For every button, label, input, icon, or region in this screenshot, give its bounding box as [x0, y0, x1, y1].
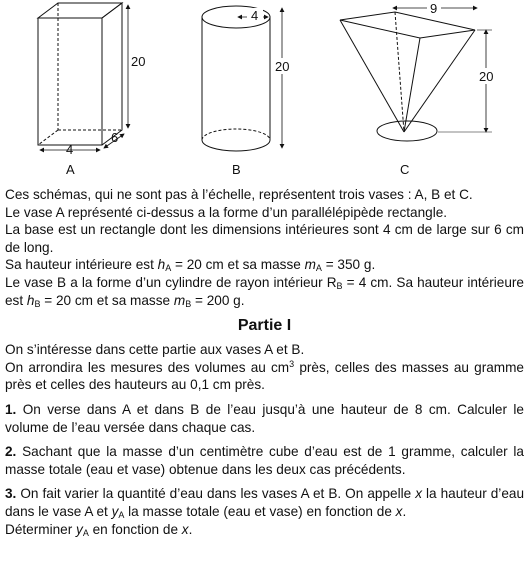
- question-number: 1.: [5, 401, 17, 417]
- vase-a-top-face: [38, 3, 122, 18]
- vase-figures: [0, 0, 527, 185]
- math-var: m: [304, 257, 316, 273]
- partie-text: près, celles des masses au gramme près et celles des hauteurs au 0,1 cm près.: [5, 359, 524, 393]
- vase-b-bottom-front: [202, 140, 270, 151]
- intro-text: = 350 g.: [321, 257, 376, 273]
- vase-a-height-label: 20: [131, 54, 146, 69]
- math-var: y: [76, 521, 83, 537]
- math-subscript: B: [185, 298, 192, 309]
- vase-c-drawing: [340, 8, 492, 141]
- partie-line-1: On s’intéresse dans cette partie aux vases A et B.: [5, 342, 305, 358]
- vase-c-height-label: 20: [479, 69, 494, 84]
- vase-a-hidden-edges: [38, 3, 122, 145]
- intro-text: Sa hauteur intérieure est: [5, 257, 158, 273]
- intro-line-1: Ces schémas, qui ne sont pas à l’échelle, représentent trois vases : A, B et C.: [5, 187, 473, 202]
- intro-text: = 20 cm et sa masse: [40, 292, 174, 308]
- vase-a-side-face: [102, 3, 122, 145]
- exercise-text: [5, 186, 524, 538]
- question-text: On fait varier la quantité d’eau dans les vases A et B. On appelle: [16, 486, 416, 502]
- question-text: On verse dans A et dans B de l’eau jusqu’à une hauteur de 8 cm. Calculer le volume de l’eau versée dans chaque cas.: [5, 401, 524, 435]
- math-subscript: A: [118, 509, 125, 520]
- vase-b-radius-label: 4: [251, 8, 259, 23]
- vase-c-edge-3: [404, 30, 475, 132]
- vase-b-label: B: [232, 162, 241, 177]
- intro-line-5: [5, 274, 524, 309]
- math-subscript: B: [34, 298, 41, 309]
- figures: [0, 0, 527, 185]
- intro-line-3: La base est un rectangle dont les dimensions intérieures sont 4 cm de large sur 6 cm de long.: [5, 222, 524, 255]
- intro-line-2: Le vase A représenté ci-dessus a la forme d’un parallélépipède rectangle.: [5, 204, 448, 220]
- vase-a-drawing: [38, 3, 128, 150]
- math-var: x: [415, 486, 422, 502]
- question-2: [5, 443, 524, 478]
- vase-a-label: A: [66, 162, 75, 177]
- question-3: [5, 485, 524, 538]
- intro-text: = 4 cm. Sa hauteur intérieure est: [5, 274, 524, 308]
- question-number: 2.: [5, 444, 17, 460]
- question-text: la masse totale (eau et vase) en fonction de: [124, 503, 396, 519]
- math-superscript: 3: [289, 358, 295, 369]
- vase-a-width-label: 4: [66, 142, 74, 157]
- question-text: .: [402, 503, 407, 519]
- vase-b-drawing: [202, 6, 282, 151]
- section-title: Partie I: [237, 317, 292, 335]
- math-subscript: B: [336, 280, 343, 291]
- vase-b-height-label: 20: [275, 59, 290, 74]
- question-text: Sachant que la masse d’un centimètre cube d’eau est de 1 gramme, calculer la masse totale (eau et vase) obtenue dans les deux cas précédents.: [5, 444, 524, 477]
- intro-text: Le vase B a la forme d’un cylindre de rayon intérieur R: [5, 274, 337, 290]
- question-number: 3.: [5, 486, 17, 502]
- vase-c-label: C: [400, 162, 410, 177]
- vase-a-depth-label: 6: [111, 130, 119, 145]
- math-subscript: A: [315, 263, 322, 274]
- math-var: h: [26, 292, 35, 308]
- intro-text: = 20 cm et sa masse: [171, 257, 305, 273]
- vase-a-front-face: [38, 18, 102, 145]
- math-var: x: [395, 503, 403, 519]
- intro-text: = 200 g.: [191, 292, 245, 308]
- math-var: x: [181, 521, 189, 537]
- vase-c-base-ellipse: [377, 121, 437, 141]
- question-text: la hauteur d’eau dans le vase A et: [5, 486, 525, 519]
- question-text: en fonction de: [88, 521, 182, 537]
- vase-c-edge-2: [404, 38, 420, 132]
- vase-c-top-square: [340, 12, 475, 38]
- math-subscript: A: [82, 527, 89, 538]
- vase-c-edge-1: [340, 20, 404, 132]
- vase-c-side-label: 9: [430, 1, 438, 16]
- vase-b-bottom-back: [202, 129, 270, 140]
- math-var: y: [111, 503, 119, 519]
- partie-line-2: [5, 359, 524, 394]
- math-var: m: [173, 292, 186, 308]
- partie-text: On arrondira les mesures des volumes au cm: [5, 359, 290, 375]
- question-1: [5, 401, 524, 436]
- math-subscript: A: [165, 263, 172, 274]
- vase-c-hidden-edge: [395, 12, 404, 132]
- intro-line-4: [5, 256, 524, 274]
- question-text: Déterminer: [5, 521, 77, 537]
- math-var: h: [157, 257, 166, 273]
- question-text: .: [188, 521, 193, 537]
